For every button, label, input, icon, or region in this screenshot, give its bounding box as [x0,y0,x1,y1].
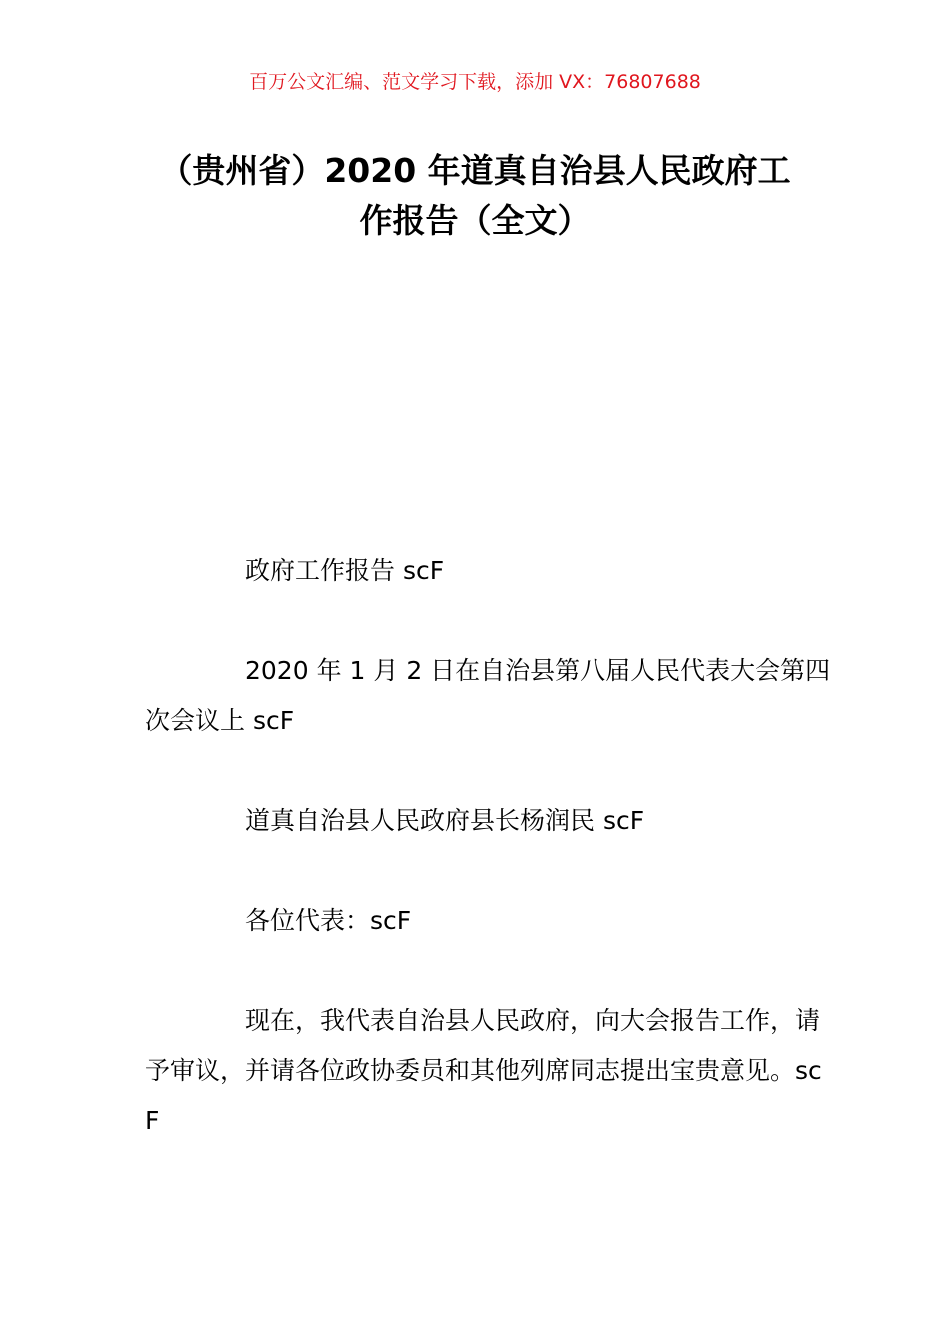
document-title [145,146,805,246]
document-body [145,546,835,1196]
paragraph-salutation: 各位代表：scF [245,906,412,935]
title-line-2: 作报告（全文） [359,201,591,240]
paragraph-meeting-date: 2020 年 1 月 2 日在自治县第八届人民代表大会第四次会议上 scF [145,656,831,735]
paragraph-opening: 现在，我代表自治县人民政府，向大会报告工作，请予审议，并请各位政协委员和其他列席同志提出宝贵意见。scF [145,1006,822,1135]
header-watermark-note: 百万公文汇编、范文学习下载，添加 VX：76807688 [249,71,701,93]
paragraph-speaker: 道真自治县人民政府县长杨润民 scF [245,806,645,835]
paragraph-report-heading: 政府工作报告 scF [245,556,445,585]
title-line-1: （贵州省）2020 年道真自治县人民政府工 [159,151,791,190]
